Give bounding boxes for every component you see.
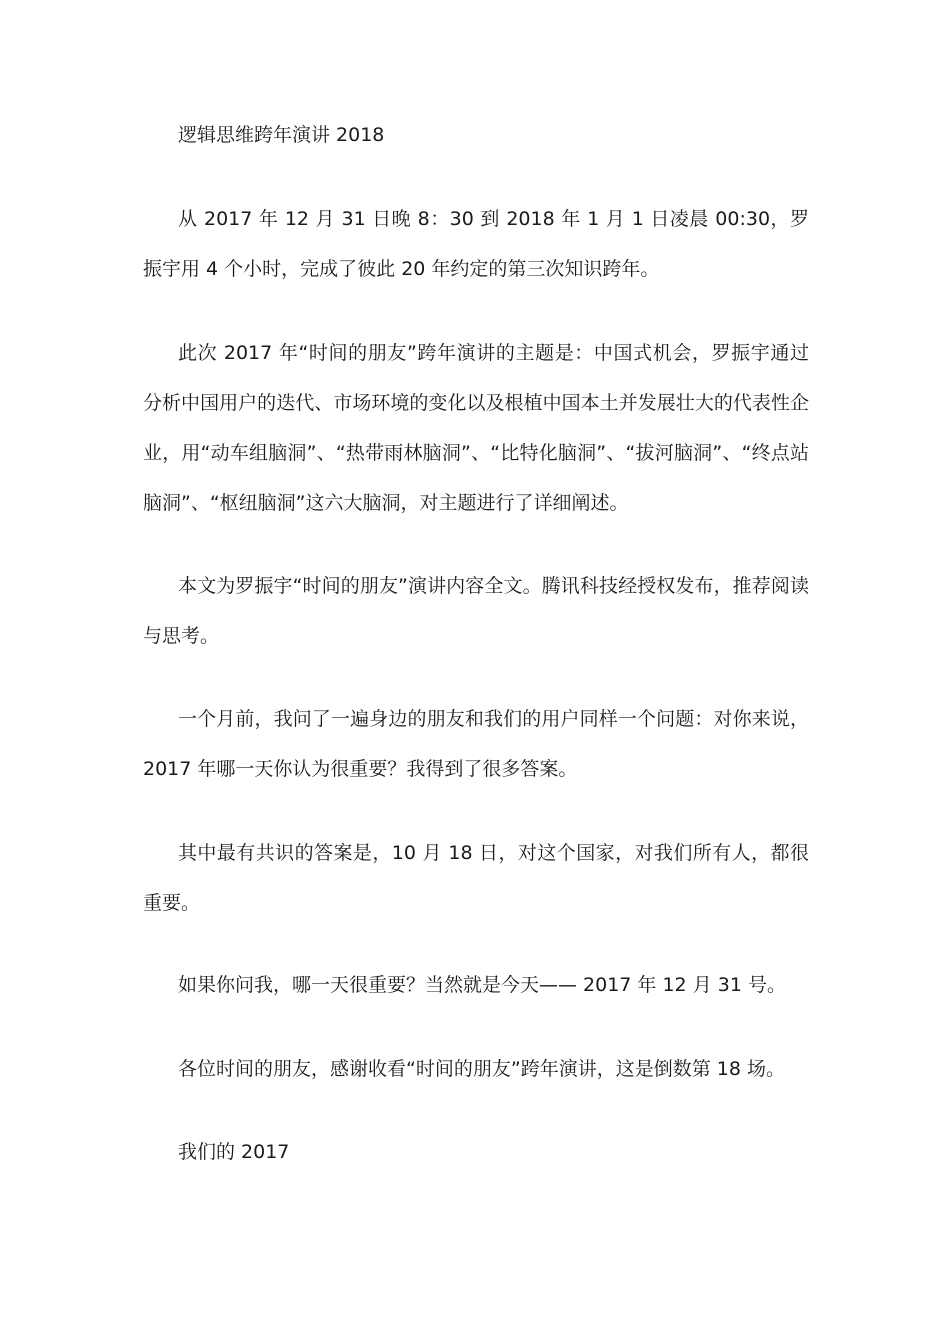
paragraph: 一个月前，我问了一遍身边的朋友和我们的用户同样一个问题：对你来说，2017 年哪一天你认为很重要？我得到了很多答案。 [143, 708, 809, 780]
paragraph: 各位时间的朋友，感谢收看“时间的朋友”跨年演讲，这是倒数第 18 场。 [178, 1058, 785, 1080]
section-heading: 我们的 2017 [178, 1141, 290, 1163]
paragraph: 其中最有共识的答案是，10 月 18 日，对这个国家，对我们所有人，都很重要。 [143, 842, 809, 914]
paragraph: 本文为罗振宇“时间的朋友”演讲内容全文。腾讯科技经授权发布，推荐阅读与思考。 [143, 575, 809, 647]
paragraph: 此次 2017 年“时间的朋友”跨年演讲的主题是：中国式机会，罗振宇通过分析中国用户的迭代、市场环境的变化以及根植中国本土并发展壮大的代表性企业，用“动车组脑洞”、“热带雨林脑洞”、“比特化脑洞”、“拔河脑洞”、“终点站脑洞”、“枢纽脑洞”这六大脑洞，对主题进行了详细阐述。 [143, 342, 809, 514]
document-title: 逻辑思维跨年演讲 2018 [178, 124, 385, 146]
paragraph: 如果你问我，哪一天很重要？当然就是今天—— 2017 年 12 月 31 号。 [178, 974, 786, 996]
paragraph: 从 2017 年 12 月 31 日晚 8：30 到 2018 年 1 月 1 日凌晨 00:30，罗振宇用 4 个小时，完成了彼此 20 年约定的第三次知识跨年。 [143, 208, 809, 280]
